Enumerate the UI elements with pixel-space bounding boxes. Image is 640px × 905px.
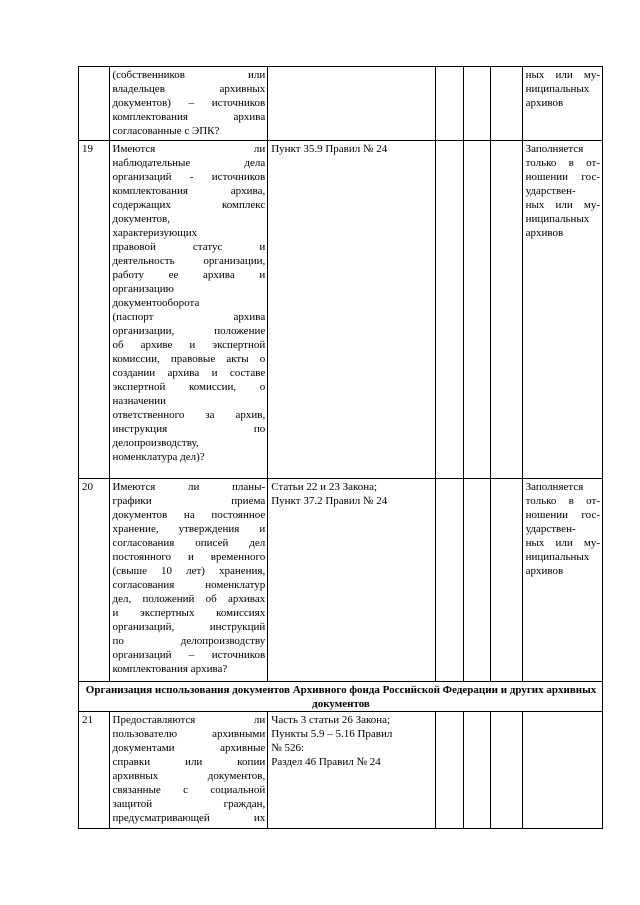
reference-cell bbox=[268, 67, 436, 141]
checklist-table bbox=[78, 66, 603, 829]
answer-na-cell[interactable] bbox=[491, 141, 523, 479]
table-row bbox=[79, 479, 603, 682]
reference-cell: Часть 3 статьи 26 Закона; Пункты 5.9 – 5.16 Правил № 526: Раздел 46 Правил № 24 bbox=[268, 712, 436, 829]
answer-na-cell[interactable] bbox=[491, 712, 523, 829]
note-cell: ных или му- ниципальных архивов bbox=[522, 67, 602, 141]
question-cell: Имеются ли наблюдательные дела организаций - источников комплектования архива, содержащих комплекс документов, характеризующих правовой статус и деятельность организации, работу ее архива и организацию документооборота (паспорт архива организации, положение об архиве и экспертной комиссии, правовые акты о создании архива и составе экспертной комиссии, о назначении ответственного за архив, инструкция по делопроизводству, номенклатура дел)? bbox=[109, 141, 268, 479]
answer-no-cell[interactable] bbox=[463, 141, 490, 479]
section-heading: Организация использования документов Архивного фонда Российской Федерации и других архивных документов bbox=[79, 682, 603, 712]
row-number-cell bbox=[79, 67, 110, 141]
table-row bbox=[79, 712, 603, 829]
answer-yes-cell[interactable] bbox=[436, 712, 463, 829]
answer-no-cell[interactable] bbox=[463, 67, 490, 141]
question-cell: Предоставляются ли пользователю архивными документами архивные справки или копии архивных документов, связанные с социальной защитой граждан, предусматривающей их bbox=[109, 712, 268, 829]
reference-cell: Пункт 35.9 Правил № 24 bbox=[268, 141, 436, 479]
answer-yes-cell[interactable] bbox=[436, 479, 463, 682]
note-cell bbox=[522, 712, 602, 829]
answer-na-cell[interactable] bbox=[491, 479, 523, 682]
answer-na-cell[interactable] bbox=[491, 67, 523, 141]
note-cell: Заполняется только в от- ношении гос- ударствен- ных или му- ниципальных архивов bbox=[522, 141, 602, 479]
answer-yes-cell[interactable] bbox=[436, 67, 463, 141]
note-cell: Заполняется только в от- ношении гос- ударствен- ных или му- ниципальных архивов bbox=[522, 479, 602, 682]
answer-no-cell[interactable] bbox=[463, 479, 490, 682]
section-heading-row bbox=[79, 682, 603, 712]
table-row bbox=[79, 67, 603, 141]
reference-cell: Статьи 22 и 23 Закона; Пункт 37.2 Правил № 24 bbox=[268, 479, 436, 682]
question-cell: Имеются ли планы- графики приема документов на постоянное хранение, утверждения и согласования описей дел постоянного и временного (свыше 10 лет) хранения, согласования номенклатур дел, положений об архивах и экспертных комиссиях организаций, инструкций по делопроизводству организаций – источников комплектования архива? bbox=[109, 479, 268, 682]
question-cell: (собственников или владельцев архивных документов) – источников комплектования архива согласованные с ЭПК? bbox=[109, 67, 268, 141]
table-row bbox=[79, 141, 603, 479]
row-number-cell: 19 bbox=[79, 141, 110, 479]
row-number-cell: 21 bbox=[79, 712, 110, 829]
answer-no-cell[interactable] bbox=[463, 712, 490, 829]
row-number-cell: 20 bbox=[79, 479, 110, 682]
answer-yes-cell[interactable] bbox=[436, 141, 463, 479]
